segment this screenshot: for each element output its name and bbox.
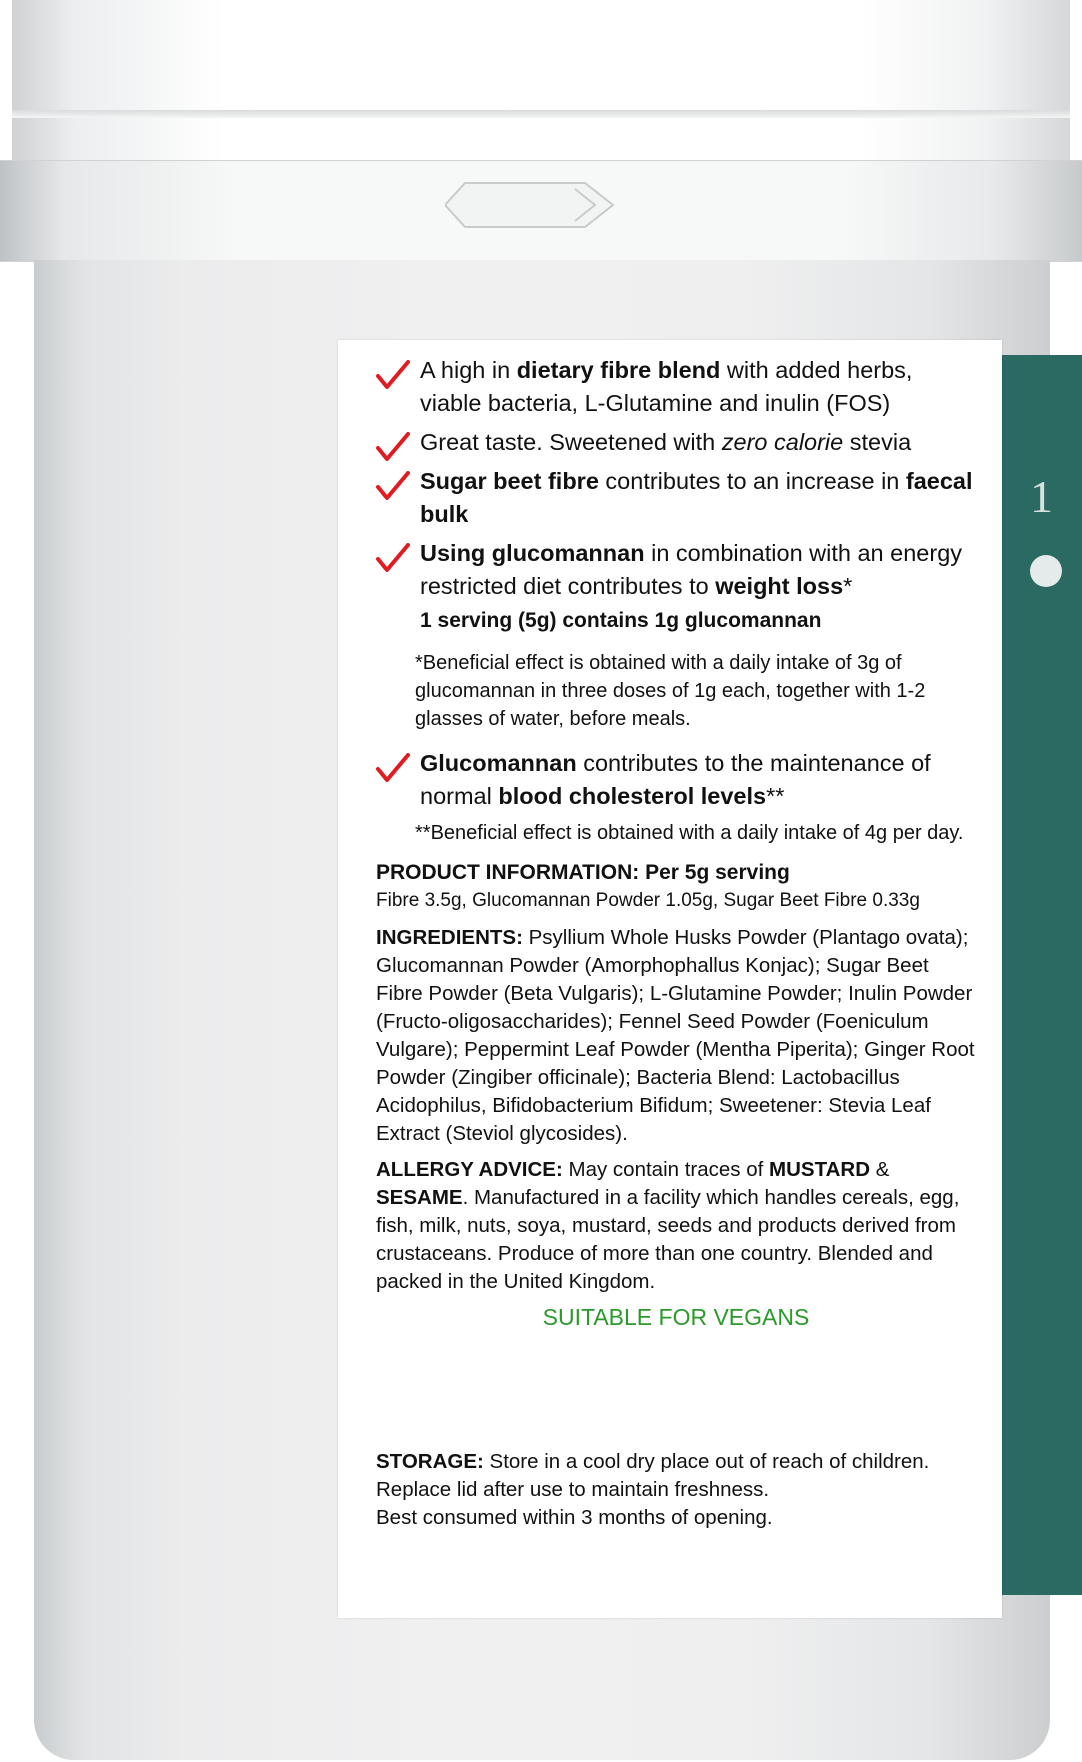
allergy-advice: ALLERGY ADVICE: May contain traces of MUSTARD & SESAME. Manufactured in a facility which handles cereals, egg, fish, milk, nuts, soya, mustard, seeds and products derived from crustaceans. Produce of more than one country. Blended and packed in the United Kingdom. (376, 1158, 960, 1293)
check-mark-icon (376, 432, 410, 462)
benefit-weight-loss: Using glucomannan in combination with an energy restricted diet contributes to weight loss* 1 serving (5g) contains 1g glucomannan (376, 537, 976, 637)
lid-ridge (12, 110, 1070, 118)
benefit-sugar-beet: Sugar beet fibre contributes to an increase in faecal bulk (376, 465, 976, 531)
benefit-taste: Great taste. Sweetened with zero calorie stevia (376, 426, 976, 459)
arrow-right-icon (445, 175, 615, 235)
front-label-glyph: 1 (1030, 471, 1053, 522)
ingredients: INGREDIENTS: Psyllium Whole Husks Powder (Plantago ovata); Glucomannan Powder (Amorphophallus Konjac); Sugar Beet Fibre Powder (Beta Vulgaris); L-Glutamine Powder; Inulin Powder (Fructo-oligosaccharides); Fennel Seed Powder (Foeniculum Vulgare); Peppermint Leaf Powder (Mentha Piperita); Ginger Root Powder (Zingiber officinale); Bacteria Blend: Lactobacillus Acidophilus, Bifidobacterium Bifidum; Sweetener: Stevia Leaf Extract (Steviol glycosides). (376, 926, 975, 1145)
back-label (338, 340, 1002, 1618)
front-label-dot (1030, 555, 1062, 587)
check-mark-icon (376, 543, 410, 573)
label-content (376, 354, 976, 1331)
benefit-fibre-blend: A high in dietary fibre blend with added herbs, viable bacteria, L-Glutamine and inulin (FOS) (376, 354, 976, 420)
storage-info: STORAGE: Store in a cool dry place out of reach of children. Replace lid after use to maintain freshness. Best consumed within 3 months of opening. (376, 1450, 930, 1529)
weight-loss-footnote: *Beneficial effect is obtained with a daily intake of 3g of glucomannan in three doses of 1g each, together with 1-2 glasses of water, before meals. (415, 652, 926, 730)
check-mark-icon (376, 360, 410, 390)
vegan-badge: SUITABLE FOR VEGANS (542, 1304, 810, 1330)
serving-glucomannan: 1 serving (5g) contains 1g glucomannan (420, 609, 822, 632)
benefit-cholesterol: Glucomannan contributes to the maintenance of normal blood cholesterol levels** (376, 747, 976, 813)
product-info-body: Fibre 3.5g, Glucomannan Powder 1.05g, Sugar Beet Fibre 0.33g (376, 890, 920, 911)
product-info-heading: PRODUCT INFORMATION: Per 5g serving (376, 861, 790, 884)
check-mark-icon (376, 471, 410, 501)
check-mark-icon (376, 753, 410, 783)
cholesterol-footnote: **Beneficial effect is obtained with a daily intake of 4g per day. (415, 822, 964, 844)
